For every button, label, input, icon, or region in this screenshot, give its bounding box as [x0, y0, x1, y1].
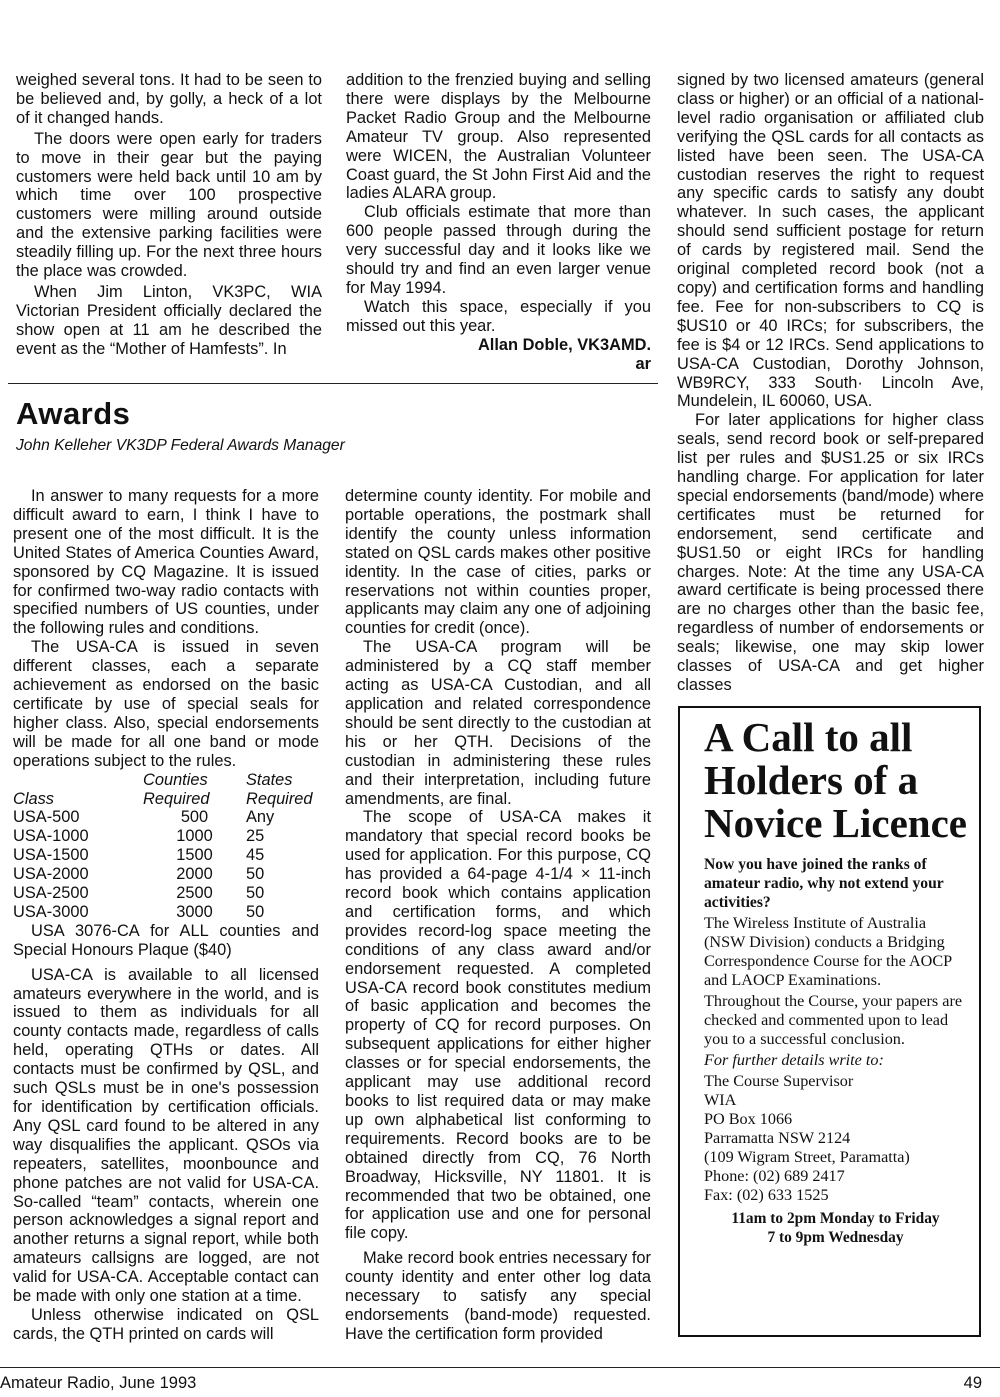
advert-intro: Now you have joined the ranks of amateur radio, why not extend your activities? — [704, 856, 944, 911]
section-divider — [8, 383, 658, 384]
advert-paragraph: Throughout the Course, your papers are checked and commented upon to lead you to a successful conclusion. — [704, 992, 963, 1048]
paragraph: weighed several tons. It had to be seen to be believed and, by golly, a heck of a lot of it changed hands. — [16, 71, 322, 127]
table-header-row: Counties States — [143, 770, 293, 789]
advert-title: A Call to all Holders of a Novice Licence — [704, 714, 967, 846]
hours-line: 11am to 2pm Monday to Friday — [731, 1210, 940, 1227]
address-line: WIA — [704, 1091, 737, 1109]
author-signature: Allan Doble, VK3AMD. — [477, 335, 651, 354]
paragraph: When Jim Linton, VK3PC, WIA Victorian President officially declared the show open at 11 am he described the event as the “Mother of Hamfests”. In — [16, 282, 322, 358]
table-row: USA-1500 1500 45 — [13, 846, 265, 865]
table-row: USA-1000 1000 25 — [13, 827, 265, 846]
paragraph: Club officials estimate that more than 600 people passed through during the very successful day and it looks like we should try and find an even larger venue for May 1994. — [346, 203, 651, 297]
section-heading: Awards — [16, 396, 131, 431]
paragraph: determine county identity. For mobile and portable operations, the postmark shall identify the county unless information stated on QSL cards makes other positive identity. In the case of cities, parks or reservations not within counties proper, applicants may claim any one of adjoining counties for credit (once). — [345, 487, 651, 638]
paragraph: USA-CA is available to all licensed amateurs everywhere in the world, and is issued to them as individuals for all county contacts made, regardless of calls held, operating QTHs or dates. All contacts must be confirmed by QSL, and such QSLs must be in one's possession for identification by certification officials. Any QSL card found to be altered in any way disqualifies the applicant. QSOs via repeaters, satellites, moonbounce and phone patches are not valid for USA-CA. So-called “team” contacts, wherein one person acknowledges a signal report and another returns a signal report, while both amateurs callsigns are logged, are not valid for USA-CA. Acceptable contact can be made with only one station at a time. — [13, 965, 319, 1306]
table-row: USA-2000 2000 50 — [13, 865, 265, 884]
address-line: Fax: (02) 633 1525 — [704, 1186, 829, 1204]
footer-rule — [0, 1367, 1000, 1368]
awards-column-2 — [345, 487, 651, 1344]
table-header-row: Class Required Required — [13, 789, 313, 808]
paragraph: The USA-CA program will be administered by a CQ staff member acting as USA-CA Custodian, and all application and related correspondence should be sent directly to the custodian at his or her QTH. Decisions of the custodian in administering these rules and their interpretation, including future amendments, are final. — [345, 638, 651, 808]
paragraph: addition to the frenzied buying and selling there were displays by the Melbourne Packet Radio Group and the Melbourne Amateur TV group. Also represented were WICEN, the Australian Volunteer Coast guard, the St John First Aid and the ladies ALARA group. — [346, 71, 651, 203]
paragraph: signed by two licensed amateurs (general class or higher) or an official of a national-level radio organisation or affiliated club verifying the QSL cards for all contacts as listed have been seen. The USA-CA custodian reserves the right to request any specific cards to satisfy any doubt whatever. In such cases, the applicant should send sufficient postage for return of cards by registered mail. Send the original completed record book (not a copy) and certification forms and handling fee. Fee for non-subscribers to CQ is $US10 or 40 IRCs; for subscribers, the fee is $4 or 12 IRCs. Send applications to USA-CA Custodian, Dorothy Johnson, WB9RCY, 333 South· Lincoln Ave, Mundelein, IL 60060, USA. — [677, 71, 984, 411]
table-row: USA-2500 2500 50 — [13, 884, 265, 903]
end-mark: ar — [635, 354, 651, 373]
address-line: Phone: (02) 689 2417 — [704, 1167, 845, 1185]
novice-licence-advert — [678, 706, 981, 1337]
advert-address — [704, 1072, 967, 1205]
page-number: 49 — [963, 1374, 982, 1392]
byline: John Kelleher VK3DP Federal Awards Manager — [16, 437, 345, 454]
paragraph: Watch this space, especially if you missed out this year. — [346, 297, 651, 335]
top-column-2 — [346, 71, 651, 374]
address-line: The Course Supervisor — [704, 1072, 854, 1090]
advert-further-details: For further details write to: — [704, 1051, 884, 1069]
awards-column-3 — [677, 71, 984, 695]
table-row: USA-500 500 Any — [13, 808, 275, 827]
top-column-1 — [16, 71, 322, 359]
publication-footer: Amateur Radio, June 1993 — [0, 1374, 197, 1392]
awards-column-1 — [13, 487, 319, 1344]
address-line: (109 Wigram Street, Paramatta) — [704, 1148, 910, 1166]
hours-line: 7 to 9pm Wednesday — [767, 1229, 904, 1246]
paragraph: The doors were open early for traders to move in their gear but the paying customers were held back until 10 am by which time over 100 prospective customers were milling around outside and the extensive parking facilities were steadily filling up. For the next three hours the place was crowded. — [16, 129, 322, 281]
address-line: Parramatta NSW 2124 — [704, 1129, 851, 1147]
address-line: PO Box 1066 — [704, 1110, 793, 1128]
advert-hours — [704, 1209, 967, 1247]
paragraph: For later applications for higher class seals, send record book or self-prepared list per rules and $US1.25 or six IRCs handling charge. For application for later special endorsements (band/mode) where certificates must be returned for endorsement, send certificate and $US1.50 or eight IRCs for handling charges. Note: At the time any USA-CA award certificate is being processed there are no charges other than the basic fee, regardless of number of endorsements or seals; likewise, one may skip lower classes of USA-CA and get higher classes — [677, 411, 984, 694]
table-row: USA-3000 3000 50 — [13, 902, 265, 921]
paragraph: Unless otherwise indicated on QSL cards, the QTH printed on cards will — [13, 1305, 319, 1343]
advert-paragraph: The Wireless Institute of Australia (NSW Division) conducts a Bridging Correspondence Course for the AOCP and LAOCP Examinations. — [704, 914, 952, 989]
paragraph: The scope of USA-CA makes it mandatory that special record books be used for application. For this purpose, CQ has provided a 64-page 4-1/4 × 11-inch record book which contains application and certification forms, and which provides record-log space meeting the conditions of any class award and/or endorsement requested. A completed USA-CA record book constitutes medium of basic application and becomes the property of CQ for record purposes. On subsequent applications for either higher classes or for special endorsements, the applicant may use additional record books to list required data or may make up own alphabetical list conforming to requirements. Record books are to be obtained directly from CQ, 76 North Broadway, Hicksville, NY 11801. It is recommended that two be obtained, one for application use and one for personal file copy. — [345, 808, 651, 1243]
award-classes-table — [13, 771, 313, 922]
paragraph: Make record book entries necessary for county identity and enter other log data necessary to satisfy any special endorsements (band-mode) requested. Have the certification form provided — [345, 1249, 651, 1343]
paragraph: In answer to many requests for a more difficult award to earn, I think I have to present one of the most difficult. It is the United States of America Counties Award, sponsored by CQ Magazine. It is issued for confirmed two-way radio contacts with specified numbers of US counties, under the following rules and conditions. — [13, 487, 319, 638]
paragraph: USA 3076-CA for ALL counties and Special Honours Plaque ($40) — [13, 921, 319, 959]
paragraph: The USA-CA is issued in seven different classes, each a separate achievement as endorsed on the basic certificate by use of special seals for higher class. Also, special endorsements will be made for all one band or mode operations subject to the rules. — [13, 638, 319, 770]
